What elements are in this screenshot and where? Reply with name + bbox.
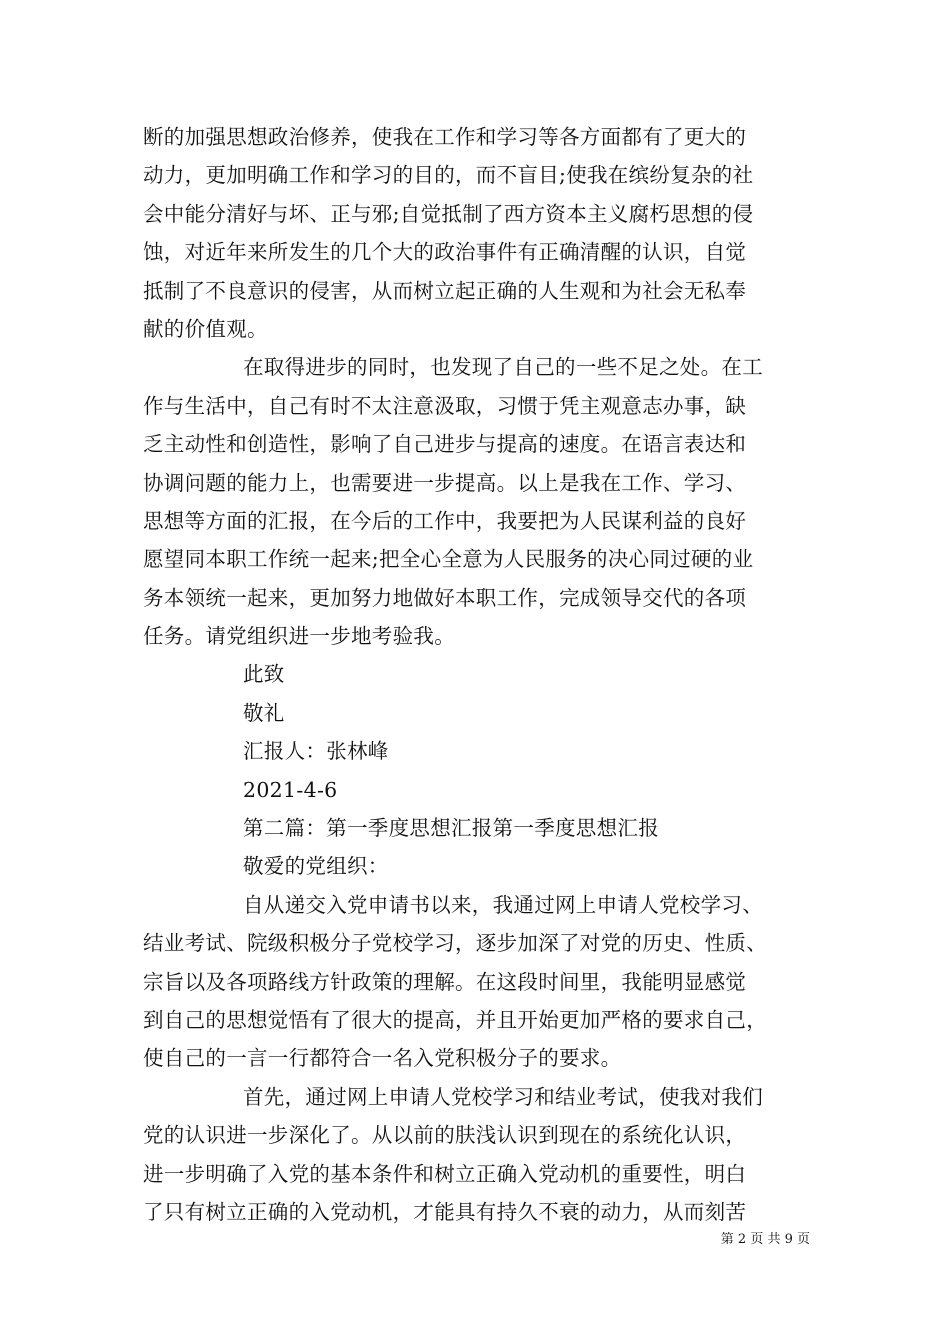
text-line: 到自己的思想觉悟有了很大的提高，并且开始更加严格的要求自己， bbox=[143, 1007, 767, 1032]
text-line: 务本领统一起来，更加努力地做好本职工作，完成领导交代的各项 bbox=[143, 585, 747, 610]
text-line: 蚀，对近年来所发生的几个大的政治事件有正确清醒的认识，自觉 bbox=[143, 240, 747, 265]
text-line: 使自己的一言一行都符合一名入党积极分子的要求。 bbox=[143, 1046, 622, 1071]
paragraph-start-line: 在取得进步的同时，也发现了自己的一些不足之处。在工 bbox=[243, 355, 763, 380]
text-line: 抵制了不良意识的侵害，从而树立起正确的人生观和为社会无私奉 bbox=[143, 278, 747, 303]
text-line: 宗旨以及各项路线方针政策的理解。在这段时间里，我能明显感觉 bbox=[143, 969, 747, 994]
text-line: 愿望同本职工作统一起来;把全心全意为人民服务的决心同过硬的业 bbox=[143, 547, 754, 572]
text-line: 协调问题的能力上，也需要进一步提高。以上是我在工作、学习、 bbox=[143, 470, 747, 495]
text-line: 断的加强思想政治修养，使我在工作和学习等各方面都有了更大的 bbox=[143, 125, 747, 149]
section-title: 第二篇：第一季度思想汇报第一季度思想汇报 bbox=[243, 816, 659, 841]
text-line: 乏主动性和创造性，影响了自己进步与提高的速度。在语言表达和 bbox=[143, 432, 747, 457]
text-line: 作与生活中，自己有时不太注意汲取，习惯于凭主观意志办事，缺 bbox=[143, 393, 747, 418]
text-line: 党的认识进一步深化了。从以前的肤浅认识到现在的系统化认识， bbox=[143, 1123, 747, 1148]
paragraph-start-line: 首先，通过网上申请人党校学习和结业考试，使我对我们 bbox=[243, 1084, 763, 1109]
greeting: 敬爱的党组织： bbox=[243, 854, 389, 879]
closing-regards: 敬礼 bbox=[243, 700, 285, 725]
document-body bbox=[143, 118, 813, 1231]
reporter-name: 汇报人：张林峰 bbox=[243, 739, 389, 764]
text-line: 思想等方面的汇报，在今后的工作中，我要把为人民谋利益的良好 bbox=[143, 508, 747, 533]
closing-salutation: 此致 bbox=[243, 662, 285, 687]
text-line: 动力，更加明确工作和学习的目的，而不盲目;使我在缤纷复杂的社 bbox=[143, 163, 754, 188]
text-line: 任务。请党组织进一步地考验我。 bbox=[143, 624, 455, 649]
report-date: 2021-4-6 bbox=[243, 777, 338, 802]
text-line: 进一步明确了入党的基本条件和树立正确入党动机的重要性，明白 bbox=[143, 1161, 747, 1186]
page-number-footer: 第 2 页 共 9 页 bbox=[720, 1232, 810, 1247]
text-line: 结业考试、院级积极分子党校学习，逐步加深了对党的历史、性质、 bbox=[143, 931, 767, 956]
paragraph-start-line: 自从递交入党申请书以来，我通过网上申请人党校学习、 bbox=[243, 892, 763, 917]
text-line: 会中能分清好与坏、正与邪;自觉抵制了西方资本主义腐朽思想的侵 bbox=[143, 201, 754, 226]
text-line: 了只有树立正确的入党动机，才能具有持久不衰的动力，从而刻苦 bbox=[143, 1199, 747, 1224]
text-line: 献的价值观。 bbox=[143, 316, 268, 341]
